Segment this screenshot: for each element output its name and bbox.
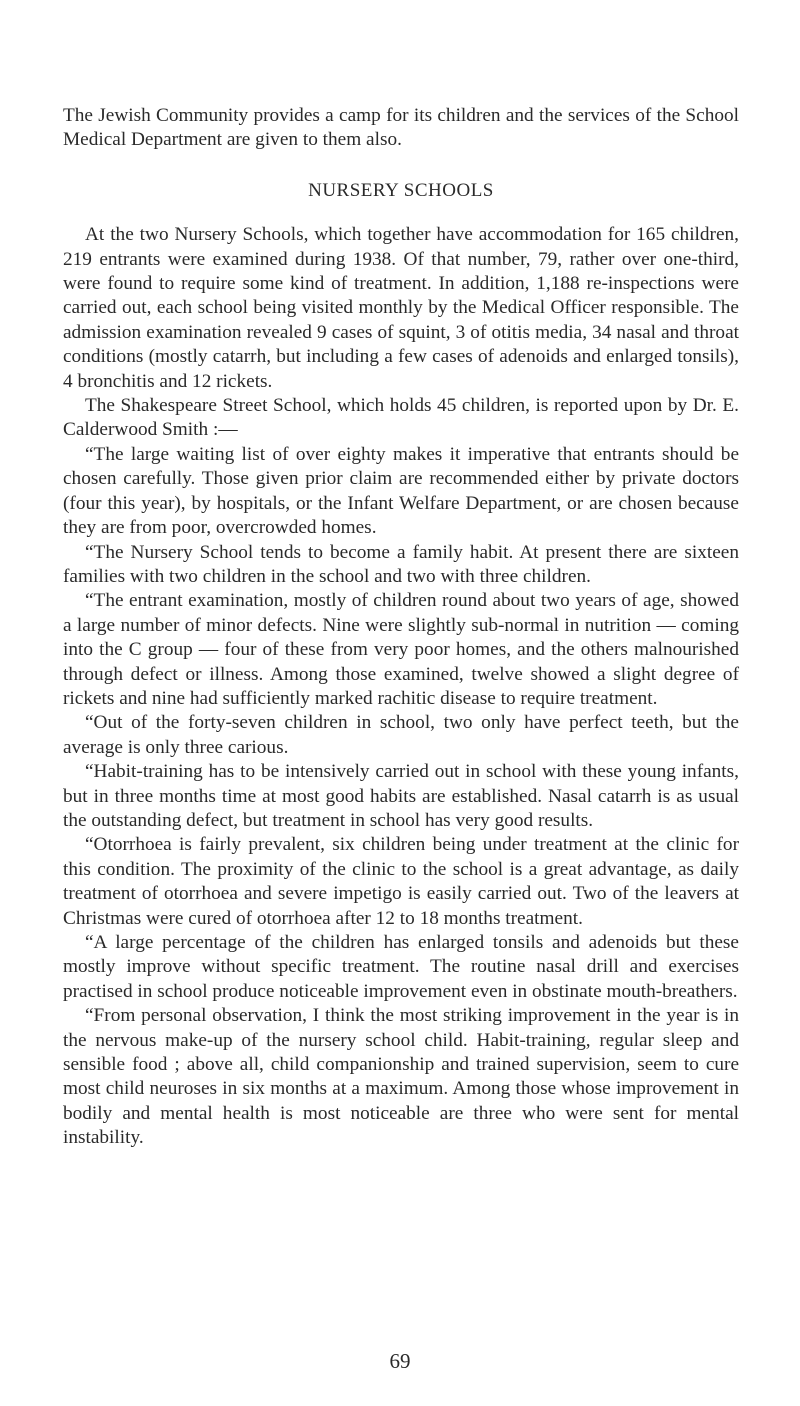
paragraph-entrant-examination: “The entrant examination, mostly of children round about two years of age, showed a large number of minor defects. Nine were slightly sub-normal in nutrition — coming into the C group — four of these from very poor homes, and the others malnourished through defect or illness. Among those examined, twelve showed a slight degree of rickets and nine had sufficiently marked rachitic disease to require treatment. xyxy=(63,590,739,709)
document-page xyxy=(63,104,739,1151)
paragraph-teeth: “Out of the forty-seven children in school, two only have perfect teeth, but the average is only three carious. xyxy=(63,712,739,758)
intro-paragraph: The Jewish Community provides a camp for its children and the services of the School Medical Department are given to them also. xyxy=(63,105,739,151)
paragraph-shakespeare-street: The Shakespeare Street School, which holds 45 children, is reported upon by Dr. E. Calderwood Smith :— xyxy=(63,395,739,441)
paragraph-family-habit: “The Nursery School tends to become a family habit. At present there are sixteen families with two children in the school and two with three children. xyxy=(63,541,739,587)
paragraph-habit-training: “Habit-training has to be intensively carried out in school with these young infants, but in three months time at most good habits are established. Nasal catarrh is as usual the outstanding defect, but treatment in school has very good results. xyxy=(63,761,739,831)
paragraph-waiting-list: “The large waiting list of over eighty makes it imperative that entrants should be chosen carefully. Those given prior claim are recommended either by private doctors (four this year), by hospitals, or the Infant Welfare Department, or are chosen because they are from poor, overcrowded homes. xyxy=(63,443,739,539)
paragraph-otorrhoea: “Otorrhoea is fairly prevalent, six children being under treatment at the clinic for this condition. The proximity of the clinic to the school is a great advantage, as daily treatment of otorrhoea and severe impetigo is easily carried out. Two of the leavers at Christmas were cured of otorrhoea after 12 to 18 months treatment. xyxy=(63,834,739,929)
paragraph-tonsils: “A large percentage of the children has enlarged tonsils and adenoids but these mostly improve without specific treatment. The routine nasal drill and exercises practised in school produce noticeable improvement even in obstinate mouth-breathers. xyxy=(63,932,739,1002)
paragraph-personal-observation: “From personal observation, I think the most striking improvement in the year is in the nervous make-up of the nursery school child. Habit-training, regular sleep and sensible food ; above all, child companionship and trained supervision, seem to cure most child neuroses in six months at a maximum. Among those whose improvement in bodily and mental health is most noticeable are three who were sent for mental instability. xyxy=(63,1005,739,1149)
paragraph-admissions: At the two Nursery Schools, which together have accommodation for 165 children, 219 entrants were examined during 1938. Of that number, 79, rather over one-third, were found to require some kind of treatment. In addition, 1,188 re-inspections were carried out, each school being visited monthly by the Medical Officer responsible. The admission examination revealed 9 cases of squint, 3 of otitis media, 34 nasal and throat conditions (mostly catarrh, but including a few cases of adenoids and enlarged tonsils), 4 bronchitis and 12 rickets. xyxy=(63,224,739,392)
page-number: 69 xyxy=(389,1349,411,1373)
section-heading: NURSERY SCHOOLS xyxy=(308,179,494,201)
